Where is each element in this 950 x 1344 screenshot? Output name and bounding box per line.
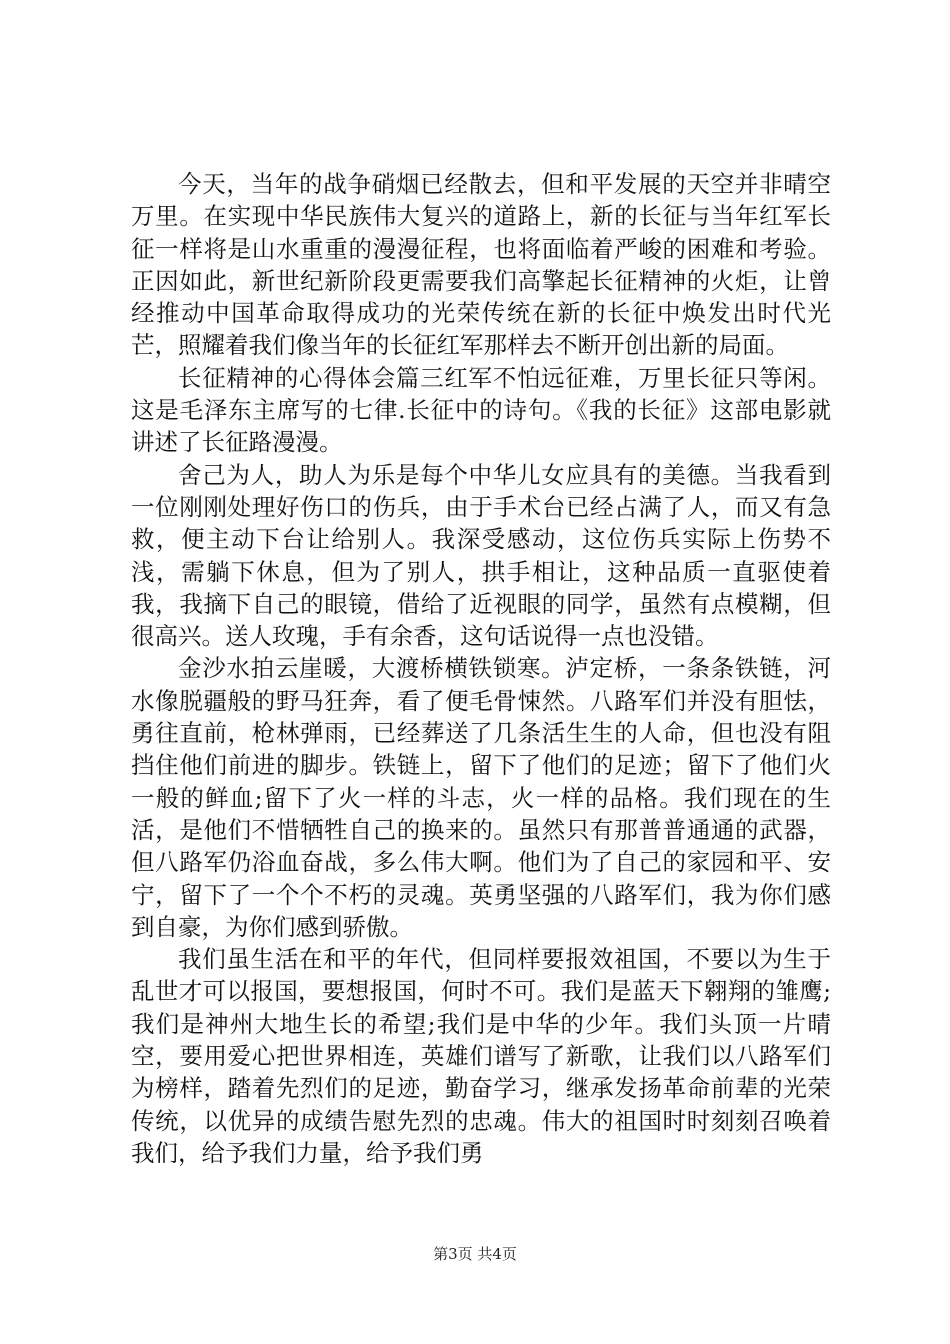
document-body xyxy=(131,168,831,1169)
paragraph: 长征精神的心得体会篇三红军不怕远征难，万里长征只等闲。这是毛泽东主席写的七律.长征中的诗句。《我的长征》这部电影就讲述了长征路漫漫。 xyxy=(131,363,831,457)
paragraph: 我们虽生活在和平的年代，但同样要报效祖国，不要以为生于乱世才可以报国，要想报国，何时不可。我们是蓝天下翱翔的雏鹰;我们是神州大地生长的希望;我们是中华的少年。我们头顶一片晴空，要用爱心把世界相连，英雄们谱写了新歌，让我们以八路军们为榜样，踏着先烈们的足迹，勤奋学习，继承发扬革命前辈的光荣传统，以优异的成绩告慰先烈的忠魂。伟大的祖国时时刻刻召唤着我们，给予我们力量，给予我们勇 xyxy=(131,945,831,1167)
paragraph: 今天，当年的战争硝烟已经散去，但和平发展的天空并非晴空万里。在实现中华民族伟大复兴的道路上，新的长征与当年红军长征一样将是山水重重的漫漫征程，也将面临着严峻的困难和考验。正因如此，新世纪新阶段更需要我们高擎起长征精神的火炬，让曾经推动中国革命取得成功的光荣传统在新的长征中焕发出时代光芒，照耀着我们像当年的长征红军那样去不断开创出新的局面。 xyxy=(131,170,831,360)
paragraph: 舍己为人，助人为乐是每个中华儿女应具有的美德。当我看到一位刚刚处理好伤口的伤兵，由于手术台已经占满了人，而又有急救，便主动下台让给别人。我深受感动，这位伤兵实际上伤势不浅，需躺下休息，但为了别人，拱手相让，这种品质一直驱使着我，我摘下自己的眼镜，借给了近视眼的同学，虽然有点模糊，但很高兴。送人玫瑰，手有余香，这句话说得一点也没错。 xyxy=(131,460,831,651)
paragraph: 金沙水拍云崖暖，大渡桥横铁锁寒。泸定桥，一条条铁链，河水像脱疆般的野马狂奔，看了便毛骨悚然。八路军们并没有胆怯，勇往直前，枪林弹雨，已经葬送了几条活生生的人命，但也没有阻挡住他们前进的脚步。铁链上，留下了他们的足迹；留下了他们火一般的鲜血;留下了火一样的斗志，火一样的品格。我们现在的生活，是他们不惜牺牲自己的换来的。虽然只有那普普通通的武器，但八路军仍浴血奋战，多么伟大啊。他们为了自己的家园和平、安宁，留下了一个个不朽的灵魂。英勇坚强的八路军们，我为你们感到自豪，为你们感到骄傲。 xyxy=(131,654,831,941)
page-footer: 第3页 共4页 xyxy=(433,1245,517,1263)
